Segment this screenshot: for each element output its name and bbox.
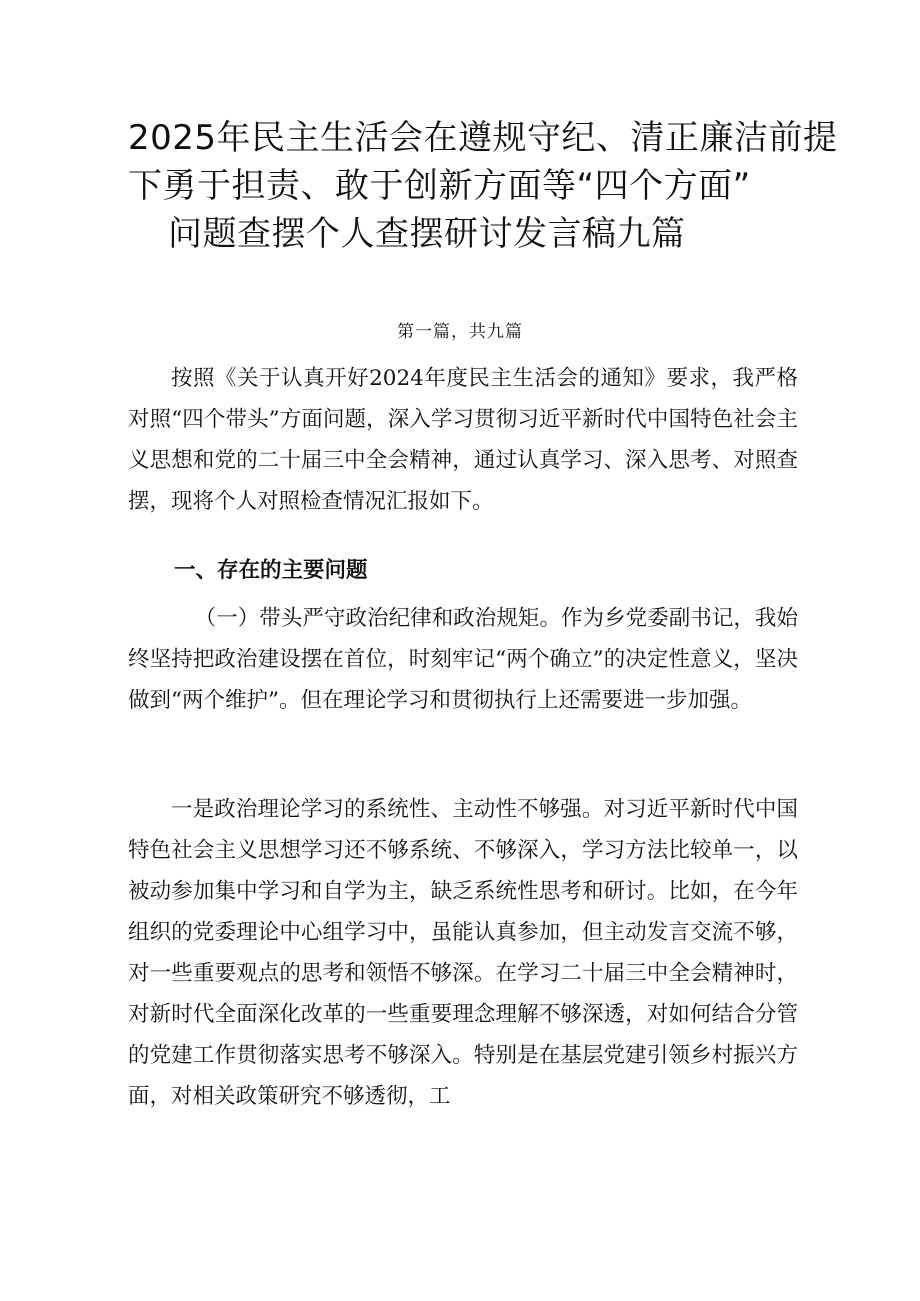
title-line-2: 下勇于担责、敢于创新方面等“四个方面” <box>128 166 751 206</box>
title-line-1: 2025年民主生活会在遵规守纪、清正廉洁前提 <box>128 118 838 158</box>
point-paragraph: 一是政治理论学习的系统性、主动性不够强。对习近平新时代中国特色社会主义思想学习还不够系统、不够深入，学习方法比较单一，以被动参加集中学习和自学为主，缺乏系统性思考和研讨。比如，在今年组织的党委理论中心组学习中，虽能认真参加，但主动发言交流不够，对一些重要观点的思考和领悟不够深。在学习二十届三中全会精神时，对新时代全面深化改革的一些重要理念理解不够深透，对如何结合分管的党建工作贯彻落实思考不够深入。特别是在基层党建引领乡村振兴方面，对相关政策研究不够透彻，工 <box>128 797 798 1109</box>
section-heading: 一、存在的主要问题 <box>174 558 368 583</box>
document-title <box>128 114 838 258</box>
document-subtitle: 第一篇，共九篇 <box>397 322 523 342</box>
intro-paragraph: 按照《关于认真开好2024年度民主生活会的通知》要求，我严格对照“四个带头”方面问题，深入学习贯彻习近平新时代中国特色社会主义思想和党的二十届三中全会精神，通过认真学习、深入思考、对照查摆，现将个人对照检查情况汇报如下。 <box>128 366 798 514</box>
item-paragraph: （一）带头严守政治纪律和政治规矩。作为乡党委副书记，我始终坚持把政治建设摆在首位，时刻牢记“两个确立”的决定性意义，坚决做到“两个维护”。但在理论学习和贯彻执行上还需要进一步加强。 <box>128 606 798 713</box>
title-line-3: 问题查摆个人查摆研讨发言稿九篇 <box>168 214 686 254</box>
